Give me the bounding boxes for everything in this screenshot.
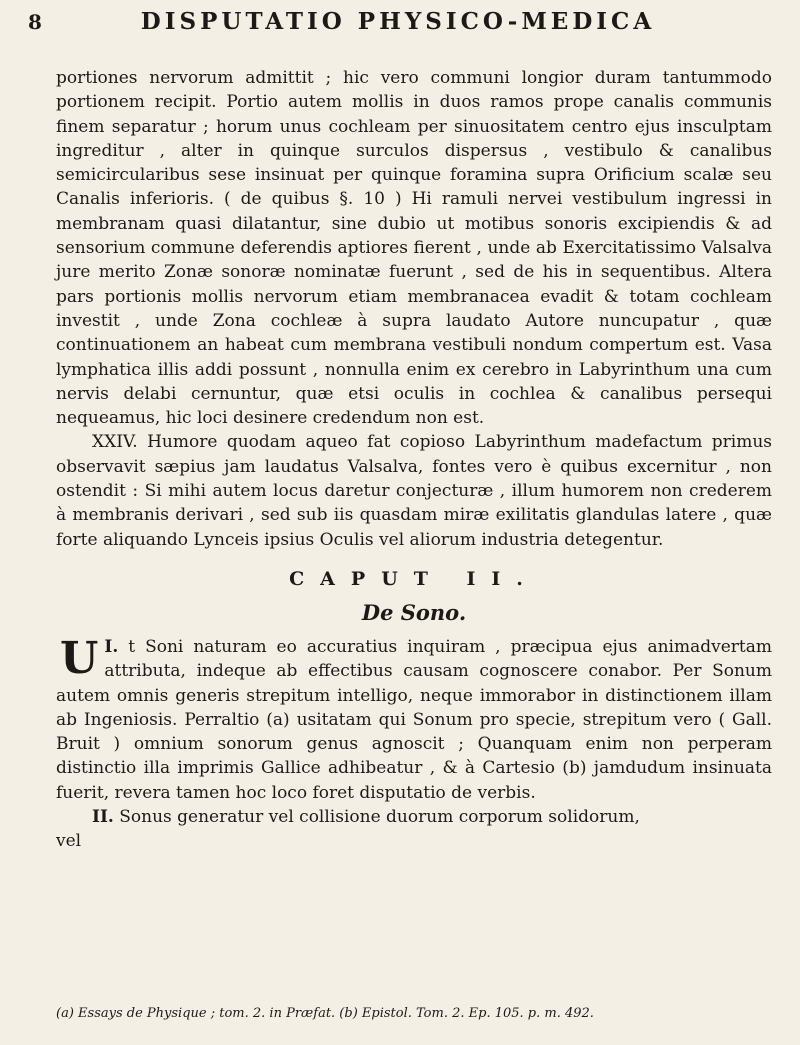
page-number: 8	[28, 10, 42, 34]
section-ii-text: Sonus generatur vel collisione duorum corporum solidorum,	[119, 807, 640, 828]
paragraph-continuation: portiones nervorum admittit ; hic vero communi longior duram tantummodo portionem recipit. Portio autem mollis in duos ramos prope canalis communis finem separatur ; horum unus cochleam per sinuositatem centro ejus insculptam ingreditur , alter in quinque surculos dispersus , vestibulo & canalibus semicircularibus sese insinuat per quinque foramina supra Orificium scalæ seu Canalis inferioris. ( de quibus §. 10 ) Hi ramuli nervei vestibulum ingressi in membranam quasi dilatantur, sine dubio ut motibus sonoris excipiendis & ad sensorium commune deferendis aptiores fierent , unde ab Exercitatissimo Valsalva jure merito Zonæ sonoræ nominatæ fuerunt , sed de his in sequentibus. Altera pars portionis mollis nervorum etiam membranacea evadit & totam cochleam investit , unde Zona cochleæ à supra laudato Autore nuncupatur , quæ continuationem an habeat cum membrana vestibuli nondum compertum est. Vasa lymphatica illis addi possunt , nonnulla enim ex cerebro in Labyrinthum una cum nervis delabi cernuntur, quæ etsi oculis in cochlea & canalibus persequi nequeamus, hic loci desinere credendum non est.	[56, 68, 772, 429]
chapter-subtitle: De Sono.	[361, 599, 467, 625]
page-body	[56, 66, 772, 854]
running-title: DISPUTATIO PHYSICO-MEDICA	[140, 8, 656, 35]
paragraph-section-ii	[56, 805, 772, 829]
catchword: vel	[56, 831, 82, 852]
paragraph-section-i	[56, 632, 773, 805]
footnotes: (a) Essays de Physique ; tom. 2. in Præfat. (b) Epistol. Tom. 2. Ep. 105. p. m. 492.	[56, 1006, 594, 1021]
chapter-heading: CAPUT II.	[289, 567, 539, 590]
section-i-text: t Soni naturam eo accuratius inquiram , præcipua ejus animadvertam attributa, indeque ab effectibus causam cognoscere conabor. Per Sonum autem omnis generis strepitum intelligo, neque immorabor in distinctionem illam ab Ingeniosis. Perraltio (a) usitatam qui Sonum pro specie, strepitum vero ( Gall. Bruit ) omnium sonorum genus agnoscit ; Quanquam enim non perperam distinctio illa imprimis Gallice adhibeatur , & à Cartesio (b) jamdudum insinuata fuerit, revera tamen hoc loco foret disputatio de verbis.	[56, 636, 773, 803]
drop-cap: U	[60, 632, 99, 684]
section-number: II.	[92, 807, 114, 828]
page-header	[28, 6, 768, 36]
section-number: I.	[104, 636, 119, 657]
paragraph-section-xxiv: XXIV. Humore quodam aqueo fat copioso Labyrinthum madefactum primus observavit sæpius jam laudatus Valsalva, fontes vero è quibus excernitur , non ostendit : Si mihi autem locus daretur conjecturæ , illum humorem non crederem à membranis derivari , sed sub iis quasdam miræ exilitatis glandulas latere , quæ forte aliquando Lynceis ipsius Oculis vel aliorum industria detegentur.	[56, 432, 772, 550]
